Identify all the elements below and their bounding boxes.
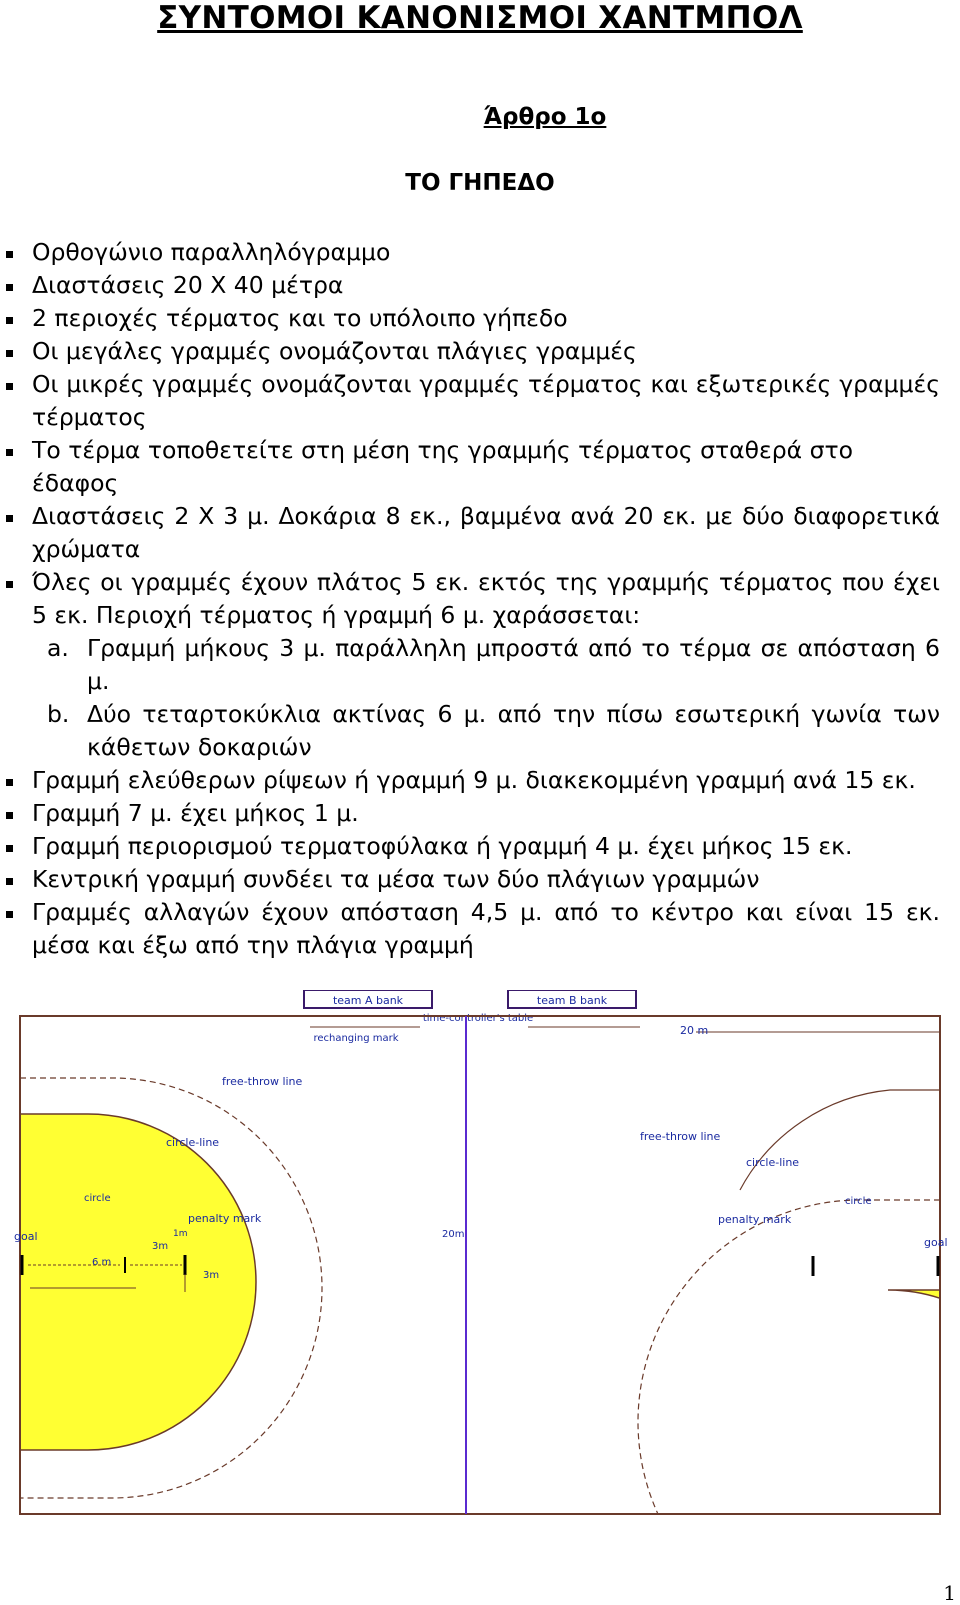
penalty-mark-label-left: penalty mark (188, 1212, 262, 1225)
rule-item: Γραμμή 7 μ. έχει μήκος 1 μ. (0, 797, 940, 830)
circle-line-label-right: circle-line (746, 1156, 800, 1169)
rule-item: Κεντρική γραμμή συνδέει τα μέσα των δύο πλάγιων γραμμών (0, 863, 940, 896)
free-throw-line-right (638, 1200, 940, 1550)
goal-label-left: goal (14, 1230, 38, 1243)
team-a-bank-label: team A bank (332, 994, 404, 1007)
rechanging-mark-label: rechanging mark (313, 1033, 399, 1044)
rule-item: Διαστάσεις 2 Χ 3 μ. Δοκάρια 8 εκ., βαμμένα ανά 20 εκ. με δύο διαφορετικά χρώματα (0, 500, 940, 566)
time-controller-table-label: time-controller's table (422, 1013, 534, 1024)
sub-list (32, 632, 940, 764)
rule-item: Γραμμή ελεύθερων ρίψεων ή γραμμή 9 μ. διακεκομμένη γραμμή ανά 15 εκ. (0, 764, 940, 797)
sub-item (32, 632, 940, 698)
free-throw-line-label-left: free-throw line (222, 1075, 303, 1088)
article-label: Άρθρο 1ο (483, 104, 607, 130)
goal-label-right: goal (924, 1236, 948, 1249)
circle-line-label-left: circle-line (166, 1136, 220, 1149)
center-width-label: 20m (442, 1229, 465, 1240)
rules-list (0, 236, 940, 962)
rule-item: Το τέρμα τοποθετείτε στη μέση της γραμμής τέρματος σταθερά στο έδαφος (0, 434, 940, 500)
six-m-label: 6 m (92, 1257, 112, 1268)
sub-item-text: Δύο τεταρτοκύκλια ακτίνας 6 μ. από την πίσω εσωτερική γωνία των κάθετων δοκαριών (87, 700, 940, 761)
three-m-label: 3m (203, 1270, 220, 1281)
rule-item (0, 566, 940, 764)
one-m-label: 1m (173, 1229, 188, 1239)
circle-line-right (740, 1090, 940, 1190)
rule-item-text: Όλες οι γραμμές έχουν πλάτος 5 εκ. εκτός της γραμμής τέρματος που έχει 5 εκ. Περιοχή τέρματος ή γραμμή 6 μ. χαράσσεται: (32, 568, 940, 629)
penalty-mark-label-right: penalty mark (718, 1213, 792, 1226)
sub-item-marker: a. (47, 634, 69, 662)
court-diagram-svg (0, 990, 960, 1550)
rule-item: Ορθογώνιο παραλληλόγραμμο (0, 236, 940, 269)
sub-item-marker: b. (47, 700, 70, 728)
page-number: 1 (943, 1581, 956, 1605)
team-b-bank-label: team B bank (536, 994, 608, 1007)
rule-item: 2 περιοχές τέρματος και το υπόλοιπο γήπεδο (0, 302, 940, 335)
rule-item: Γραμμές αλλαγών έχουν απόσταση 4,5 μ. από το κέντρο και είναι 15 εκ. μέσα και έξω από την πλάγια γραμμή (0, 896, 940, 962)
sub-item-text: Γραμμή μήκους 3 μ. παράλληλη μπροστά από το τέρμα σε απόσταση 6 μ. (87, 634, 940, 695)
goal-area-left (20, 1114, 256, 1450)
page-title: ΣΥΝΤΟΜΟΙ ΚΑΝΟΝΙΣΜΟΙ ΧΑΝΤΜΠΟΛ (157, 0, 803, 36)
rule-item: Γραμμή περιορισμού τερματοφύλακα ή γραμμή 4 μ. έχει μήκος 15 εκ. (0, 830, 940, 863)
circle-label-left: circle (84, 1193, 111, 1204)
free-throw-line-label-right: free-throw line (640, 1130, 721, 1143)
width-top-label: 20 m (680, 1024, 709, 1037)
circle-label-right: circle (845, 1196, 872, 1207)
rule-item: Οι μικρές γραμμές ονομάζονται γραμμές τέρματος και εξωτερικές γραμμές τέρματος (0, 368, 940, 434)
goal-area-right (888, 1290, 960, 1550)
section-title: ΤΟ ΓΗΠΕΔΟ (405, 170, 555, 196)
rule-item: Οι μεγάλες γραμμές ονομάζονται πλάγιες γραμμές (0, 335, 940, 368)
three-m-label: 3m (152, 1241, 169, 1252)
sub-item (32, 698, 940, 764)
court-diagram (0, 990, 960, 1550)
rule-item: Διαστάσεις 20 Χ 40 μέτρα (0, 269, 940, 302)
